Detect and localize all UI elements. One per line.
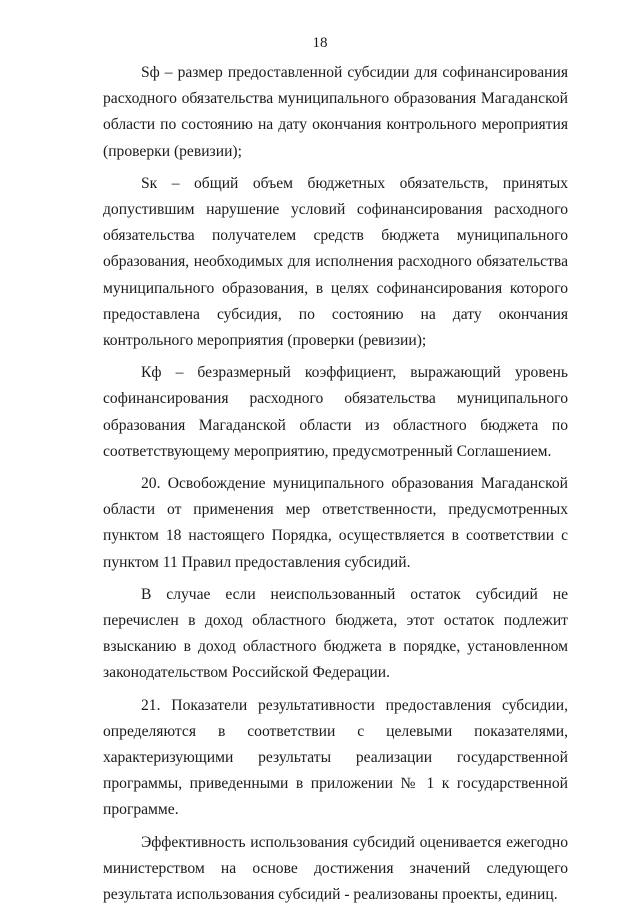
- paragraph-unused-balance: В случае если неиспользованный остаток субсидий не перечислен в доход областного бюджета, этот остаток подлежит взысканию в доход областного бюджета в порядке, установленном законодательством Российской Федерации.: [103, 585, 568, 682]
- paragraph-sk-definition: Sк – общий объем бюджетных обязательств, принятых допустившим нарушение условий софинансирования расходного обязательства получателем средств бюджета муниципального образования, необходимых для исполнения расходного обязательства муниципального образования, в целях софинансирования которого предоставлена субсидия, по состоянию на дату окончания контрольного мероприятия (проверки (ревизии);: [103, 174, 568, 350]
- paragraph-item-21: 21. Показатели результативности предоставления субсидии, определяются в соответствии с целевыми показателями, характеризующими результаты реализации государственной программы, приведенными в приложении № 1 к государственной программе.: [103, 696, 568, 819]
- paragraph-efficiency: Эффективность использования субсидий оценивается ежегодно министерством на основе достижения значений следующего результата использования субсидий - реализованы проекты, единиц.: [103, 833, 568, 904]
- page-number: 18: [312, 35, 328, 51]
- paragraph-item-20: 20. Освобождение муниципального образования Магаданской области от применения мер ответственности, предусмотренных пунктом 18 настоящего Порядка, осуществляется в соответствии с пунктом 11 Правил предоставления субсидий.: [103, 475, 568, 571]
- document-body: [103, 60, 568, 914]
- paragraph-kf-definition: Кф – безразмерный коэффициент, выражающий уровень софинансирования расходного обязательства муниципального образования Магаданской области из областного бюджета по соответствующему мероприятию, предусмотренный Соглашением.: [103, 364, 568, 460]
- paragraph-sf-definition: Sф – размер предоставленной субсидии для софинансирования расходного обязательства муниципального образования Магаданской области по состоянию на дату окончания контрольного мероприятия (проверки (ревизии);: [103, 64, 568, 160]
